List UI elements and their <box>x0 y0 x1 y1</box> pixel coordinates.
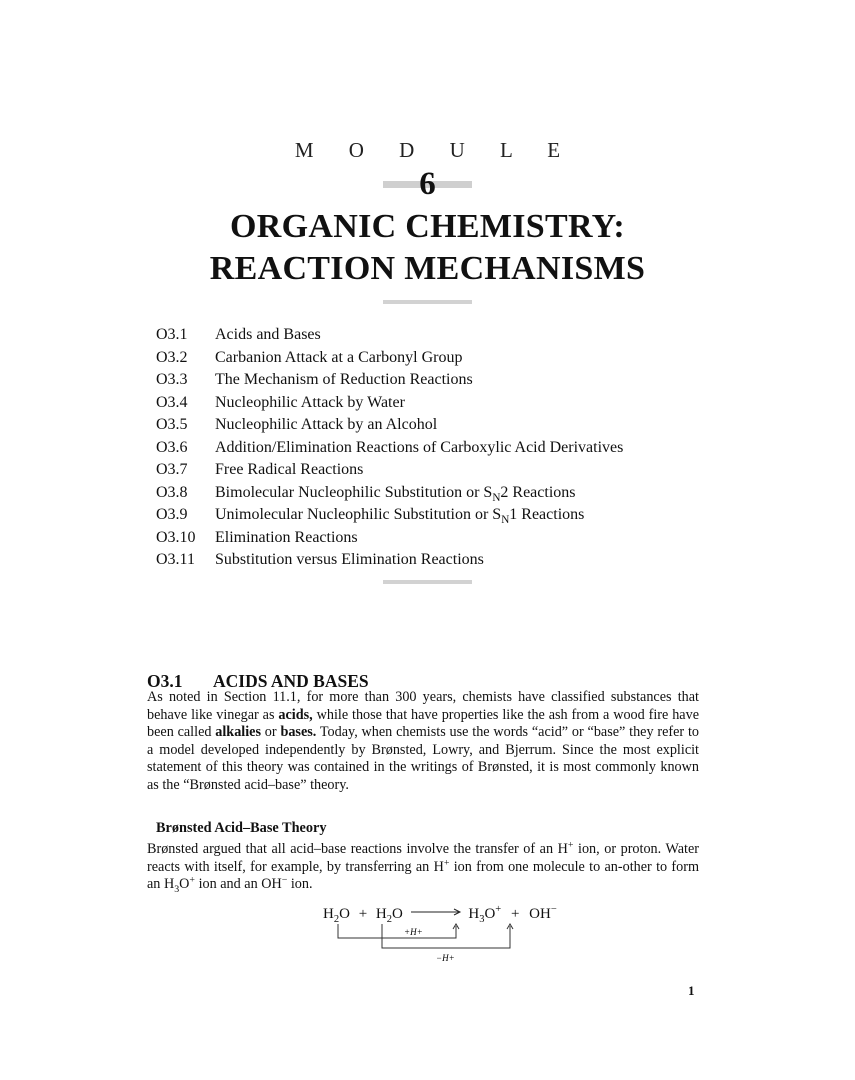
text: ion and an OH <box>195 876 282 893</box>
table-of-contents <box>156 324 623 572</box>
text: ion, or proton. Water reacts with itself, for example, by transferring an H <box>147 841 699 875</box>
reactant-water-1: $H_2O$ <box>323 906 350 925</box>
plus-sign: + <box>358 906 368 922</box>
bold-term: acids, <box>278 706 313 723</box>
divider-bar <box>383 300 472 304</box>
reactant-water-2: $H_2O$ <box>375 906 403 925</box>
subscript: N <box>492 491 501 504</box>
superscript: − <box>281 874 288 886</box>
title-line-1: ORGANIC CHEMISTRY: <box>230 208 625 245</box>
plus-sign: + <box>510 906 520 922</box>
toc-number: O3.1 <box>156 326 188 343</box>
divider-bar <box>383 580 472 584</box>
toc-item[interactable] <box>156 437 623 460</box>
body-paragraph <box>147 689 699 795</box>
superscript: + <box>189 874 196 886</box>
proton-transfer-diagram <box>320 918 520 968</box>
toc-item[interactable] <box>156 482 623 505</box>
module-label: M O D U L E <box>294 138 576 162</box>
toc-number: O3.4 <box>156 393 188 411</box>
bold-term: bases. <box>280 724 317 741</box>
page-number: 1 <box>688 983 695 998</box>
toc-title-text: Bimolecular Nucleophilic Substitution or S <box>215 483 493 501</box>
bracket-line <box>382 924 510 948</box>
toc-title: Nucleophilic Attack by Water <box>215 393 405 411</box>
section-title: ACIDS AND BASES <box>213 671 369 691</box>
toc-title: Acids and Bases <box>215 326 321 343</box>
toc-item[interactable] <box>156 527 623 550</box>
text: Today, when chemists use the words “acid” or “base” they refer to a model developed independently by Brønsted, Lowry, and Bjerrum. Since the most explicit statement of this theory was contained in the writings of Brønsted, it is most commonly known as the “Brønsted acid–base” theory. <box>147 724 699 793</box>
subscript: N <box>501 514 510 527</box>
toc-title: The Mechanism of Reduction Reactions <box>215 371 473 388</box>
superscript: + <box>443 856 450 868</box>
text: ion from one molecule to an-other to form an H <box>147 858 699 893</box>
toc-item[interactable] <box>156 369 623 392</box>
toc-title-text: 1 Reactions <box>509 506 585 523</box>
toc-title: Substitution versus Elimination Reactions <box>215 551 484 568</box>
toc-item[interactable] <box>156 392 623 415</box>
product-hydroxide: OH− <box>529 904 557 922</box>
toc-number: O3.5 <box>156 416 188 433</box>
module-number: 6 <box>419 166 436 202</box>
toc-title-text: Unimolecular Nucleophilic Substitution or S <box>215 506 502 523</box>
toc-number: O3.11 <box>156 551 195 568</box>
loss-proton-label: −H+ <box>436 953 455 963</box>
toc-number: O3.8 <box>156 483 188 501</box>
toc-number: O3.7 <box>156 461 188 478</box>
toc-item[interactable] <box>156 324 623 347</box>
superscript: + <box>567 839 574 851</box>
toc-title <box>215 504 584 527</box>
section-number: O3.1 <box>147 671 183 691</box>
toc-number: O3.9 <box>156 506 188 523</box>
toc-number: O3.6 <box>156 438 188 456</box>
toc-number: O3.2 <box>156 348 188 366</box>
text: ion. <box>287 876 313 893</box>
text: while those that have properties like the ash from a wood fire have been called <box>147 706 699 741</box>
toc-title: Carbanion Attack at a Carbonyl Group <box>215 348 463 366</box>
toc-number: O3.10 <box>156 528 196 546</box>
toc-item[interactable] <box>156 504 623 527</box>
bold-term: alkalies <box>215 724 261 741</box>
text: or <box>261 724 281 741</box>
toc-item[interactable] <box>156 414 623 437</box>
subheading: Brønsted Acid–Base Theory <box>156 820 327 836</box>
toc-item[interactable] <box>156 549 623 572</box>
text: As noted in Section 11.1, for more than 300 years, chemists have classified substances that behave like vinegar as <box>147 689 699 723</box>
toc-title: Nucleophilic Attack by an Alcohol <box>215 416 438 433</box>
toc-number: O3.3 <box>156 371 188 388</box>
toc-title <box>215 482 576 505</box>
bracket-line <box>338 924 382 938</box>
text: Brønsted argued that all acid–base reactions involve the transfer of an H <box>147 841 568 857</box>
gain-proton-label: +H+ <box>404 927 423 937</box>
toc-title-text: 2 Reactions <box>500 483 576 501</box>
toc-title: Free Radical Reactions <box>215 461 364 478</box>
toc-title: Elimination Reactions <box>215 528 358 546</box>
page-title <box>0 206 855 290</box>
title-line-2: REACTION MECHANISMS <box>209 250 646 287</box>
subscript: 3 <box>174 884 180 896</box>
toc-item[interactable] <box>156 459 623 482</box>
text: O <box>179 876 190 893</box>
product-hydronium: $H_3O^+$ <box>468 904 502 925</box>
body-paragraph <box>147 841 699 894</box>
toc-item[interactable] <box>156 347 623 370</box>
toc-title: Addition/Elimination Reactions of Carboxylic Acid Derivatives <box>215 438 624 456</box>
